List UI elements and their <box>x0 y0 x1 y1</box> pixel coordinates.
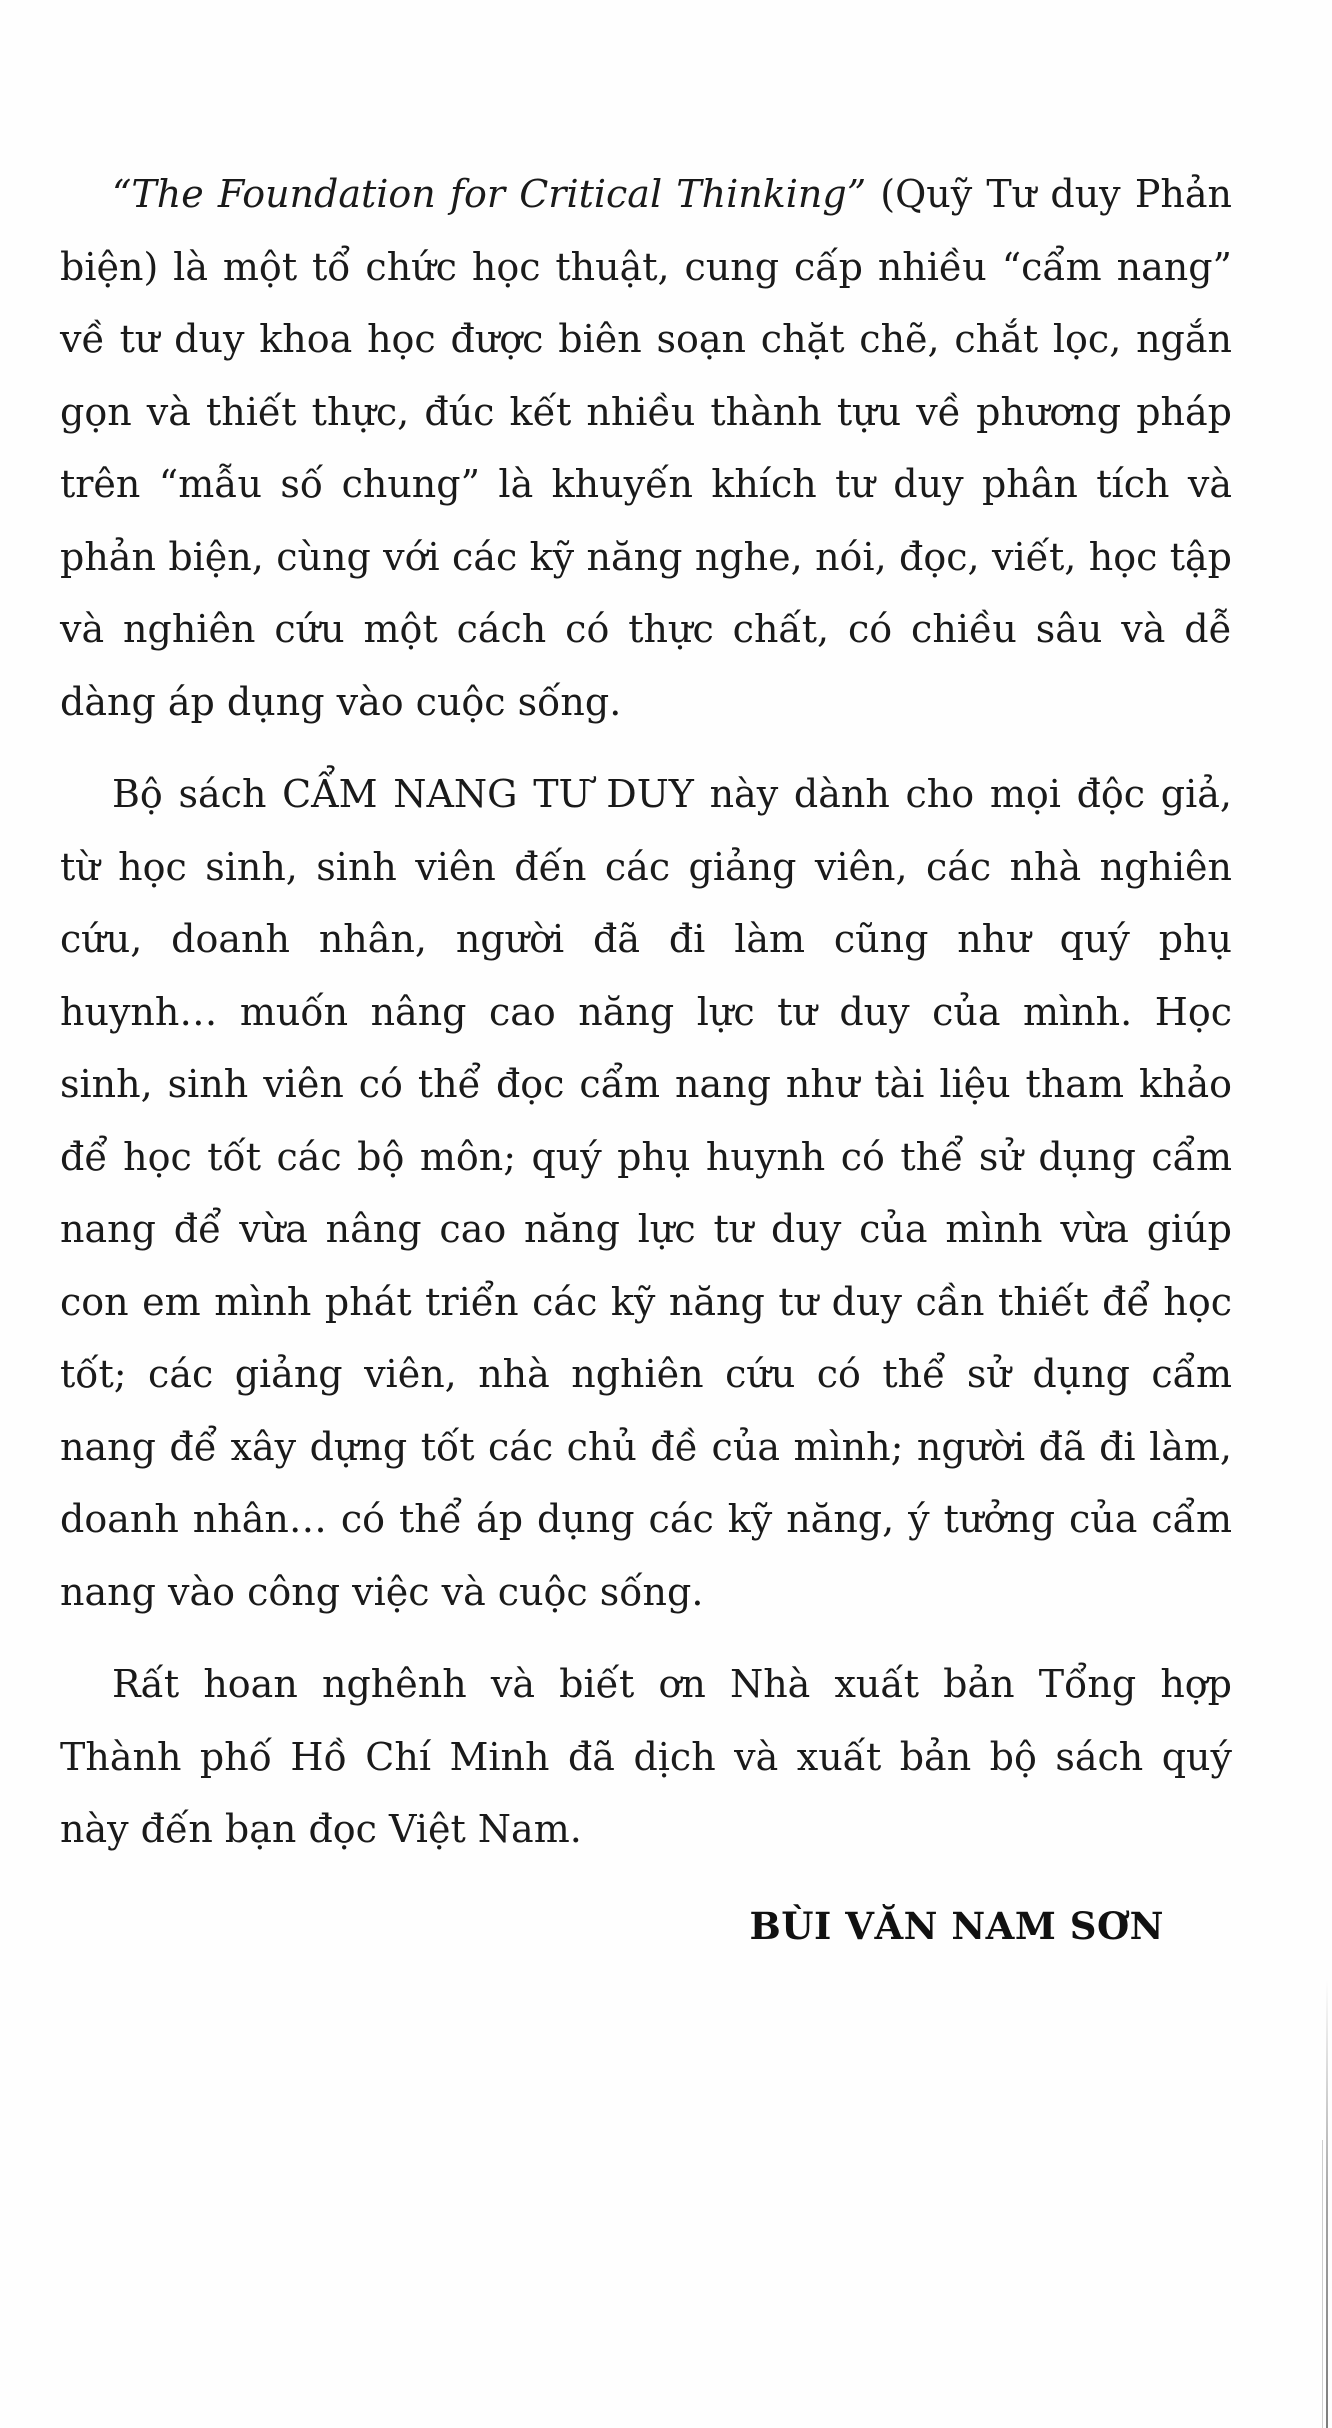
foundation-title: “The Foundation for Critical Thinking” <box>112 172 867 216</box>
paragraph-2: Bộ sách CẨM NANG TƯ DUY này dành cho mọi độc giả, từ học sinh, sinh viên đến các giảng viên, các nhà nghiên cứu, doanh nhân, người đã đi làm cũng như quý phụ huynh… muốn nâng cao năng lực tư duy của mình. Học sinh, sinh viên có thể đọc cẩm nang như tài liệu tham khảo để học tốt các bộ môn; quý phụ huynh có thể sử dụng cẩm nang để vừa nâng cao năng lực tư duy của mình vừa giúp con em mình phát triển các kỹ năng tư duy cần thiết để học tốt; các giảng viên, nhà nghiên cứu có thể sử dụng cẩm nang để xây dựng tốt các chủ đề của mình; người đã đi làm, doanh nhân… có thể áp dụng các kỹ năng, ý tưởng của cẩm nang vào công việc và cuộc sống. <box>60 772 1232 1614</box>
paragraph-1 <box>60 158 1232 738</box>
body-text <box>60 158 1232 1866</box>
paragraph-1-text: (Quỹ Tư duy Phản biện) là một tổ chức học thuật, cung cấp nhiều “cẩm nang” về tư duy khoa học được biên soạn chặt chẽ, chắt lọc, ngắn gọn và thiết thực, đúc kết nhiều thành tựu về phương pháp trên “mẫu số chung” là khuyến khích tư duy phân tích và phản biện, cùng với các kỹ năng nghe, nói, đọc, viết, học tập và nghiên cứu một cách có thực chất, có chiều sâu và dễ dàng áp dụng vào cuộc sống. <box>60 172 1232 724</box>
paragraph-3: Rất hoan nghênh và biết ơn Nhà xuất bản Tổng hợp Thành phố Hồ Chí Minh đã dịch và xuất bản bộ sách quý này đến bạn đọc Việt Nam. <box>60 1662 1232 1851</box>
page-edge-shadow-secondary <box>1322 2140 1323 2428</box>
page-edge-shadow <box>1326 1980 1328 2428</box>
author-signature: BÙI VĂN NAM SƠN <box>749 1904 1164 1948</box>
